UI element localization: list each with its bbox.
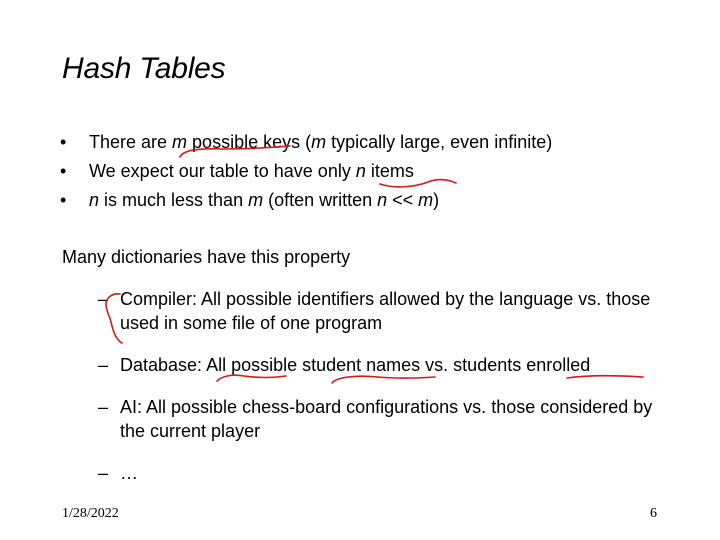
italic-variable: m <box>248 190 264 210</box>
sub-item-compiler <box>98 287 678 335</box>
sub-item-ai <box>98 395 678 443</box>
italic-variable: n <box>377 190 388 210</box>
sub-item-text: Database: All possible student names vs. students enrolled <box>120 355 591 375</box>
text-run: << <box>387 190 419 210</box>
italic-variable: n <box>89 190 100 210</box>
bullet-marker: • <box>60 132 67 152</box>
bullet-list <box>60 128 552 215</box>
text-run: possible keys ( <box>187 132 312 152</box>
text-run: (often written <box>263 190 378 210</box>
sub-item-text: AI: All possible chess-board configurations vs. those considered by the current player <box>120 397 653 441</box>
bullet-item <box>60 186 552 215</box>
intro-text: Many dictionaries have this property <box>62 247 351 267</box>
dash-marker: – <box>98 355 109 375</box>
dash-marker: – <box>98 463 109 483</box>
dash-marker: – <box>98 397 109 417</box>
bullet-text <box>89 190 439 210</box>
page-number: 6 <box>650 506 657 521</box>
italic-variable: m <box>172 132 188 152</box>
text-run: There are <box>89 132 173 152</box>
slide-title: Hash Tables <box>62 52 226 85</box>
text-run: ) <box>433 190 440 210</box>
text-run: typically large, even infinite) <box>326 132 553 152</box>
bullet-item <box>60 157 552 186</box>
sub-item-ellipsis <box>98 461 678 485</box>
italic-variable: m <box>311 132 327 152</box>
sub-list <box>98 287 678 503</box>
bullet-item <box>60 128 552 157</box>
footer-date: 1/28/2022 <box>62 506 119 521</box>
sub-item-database <box>98 353 678 377</box>
sub-item-text: Compiler: All possible identifiers allowed by the language vs. those used in some file of one program <box>120 289 651 333</box>
text-run: We expect our table to have only <box>89 161 356 181</box>
dash-marker: – <box>98 289 109 309</box>
bullet-text <box>89 132 552 152</box>
text-run: is much less than <box>99 190 249 210</box>
bullet-marker: • <box>60 190 67 210</box>
italic-variable: n <box>355 161 366 181</box>
sub-item-text: … <box>120 463 138 483</box>
bullet-text <box>89 161 414 181</box>
italic-variable: m <box>418 190 434 210</box>
bullet-marker: • <box>60 161 67 181</box>
text-run: items <box>365 161 414 181</box>
